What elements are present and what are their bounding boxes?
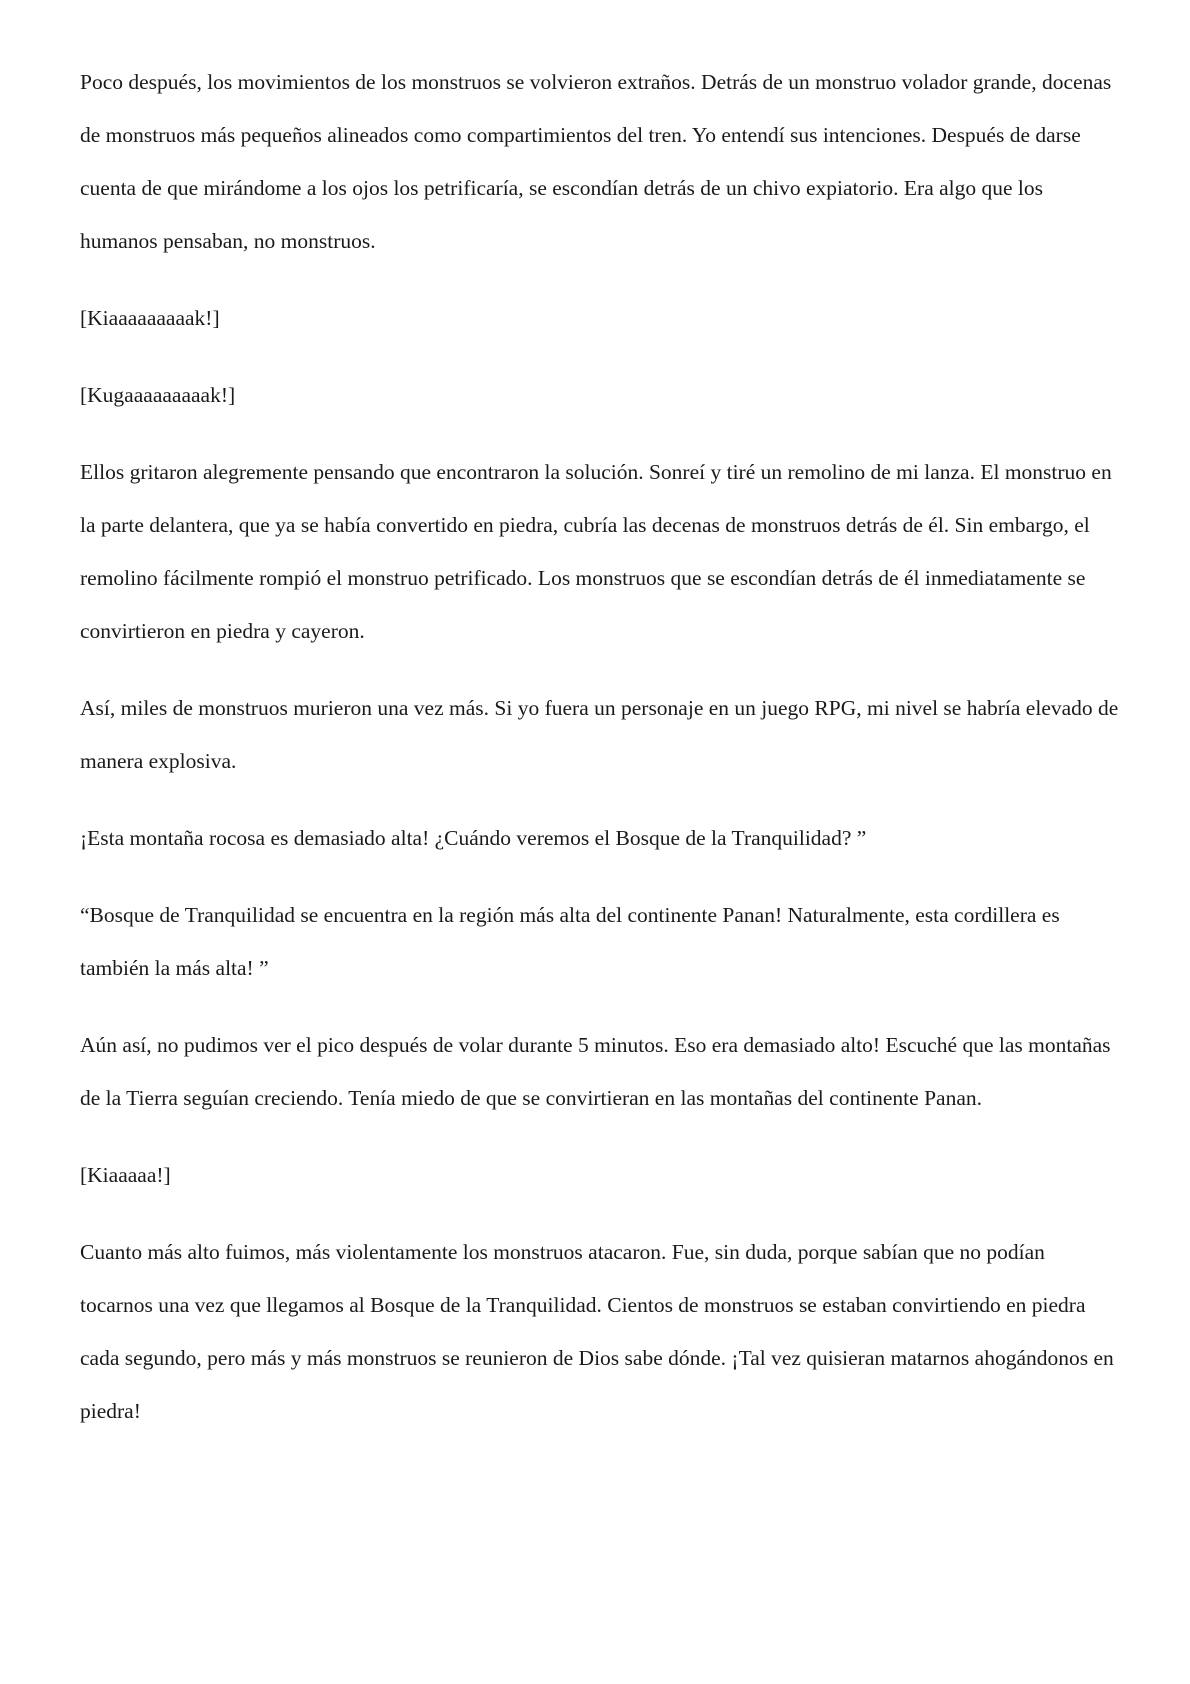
paragraph: Poco después, los movimientos de los monstruos se volvieron extraños. Detrás de un monstruo volador grande, docenas de monstruos más pequeños alineados como compartimientos del tren. Yo entendí sus intenciones. Después de darse cuenta de que mirándome a los ojos los petrificaría, se escondían detrás de un chivo expiatorio. Era algo que los humanos pensaban, no monstruos. bbox=[80, 70, 1112, 253]
paragraph: [Kiaaaaaaaaak!] bbox=[80, 306, 220, 330]
document-page bbox=[80, 56, 1120, 1462]
paragraph: Aún así, no pudimos ver el pico después de volar durante 5 minutos. Eso era demasiado alto! Escuché que las montañas de la Tierra seguían creciendo. Tenía miedo de que se convirtieran en las montañas del continente Panan. bbox=[80, 1033, 1111, 1110]
paragraph: [Kugaaaaaaaaak!] bbox=[80, 383, 236, 407]
paragraph: Cuanto más alto fuimos, más violentamente los monstruos atacaron. Fue, sin duda, porque sabían que no podían tocarnos una vez que llegamos al Bosque de la Tranquilidad. Cientos de monstruos se estaban convirtiendo en piedra cada segundo, pero más y más monstruos se reunieron de Dios sabe dónde. ¡Tal vez quisieran matarnos ahogándonos en piedra! bbox=[80, 1240, 1114, 1423]
paragraph: Ellos gritaron alegremente pensando que encontraron la solución. Sonreí y tiré un remolino de mi lanza. El monstruo en la parte delantera, que ya se había convertido en piedra, cubría las decenas de monstruos detrás de él. Sin embargo, el remolino fácilmente rompió el monstruo petrificado. Los monstruos que se escondían detrás de él inmediatamente se convirtieron en piedra y cayeron. bbox=[80, 460, 1112, 643]
paragraph: “Bosque de Tranquilidad se encuentra en la región más alta del continente Panan! Naturalmente, esta cordillera es también la más alta! ” bbox=[80, 903, 1060, 980]
paragraph: Así, miles de monstruos murieron una vez más. Si yo fuera un personaje en un juego RPG, mi nivel se habría elevado de manera explosiva. bbox=[80, 696, 1119, 773]
paragraph: [Kiaaaaa!] bbox=[80, 1163, 171, 1187]
paragraph: ¡Esta montaña rocosa es demasiado alta! ¿Cuándo veremos el Bosque de la Tranquilidad? ” bbox=[80, 826, 867, 850]
